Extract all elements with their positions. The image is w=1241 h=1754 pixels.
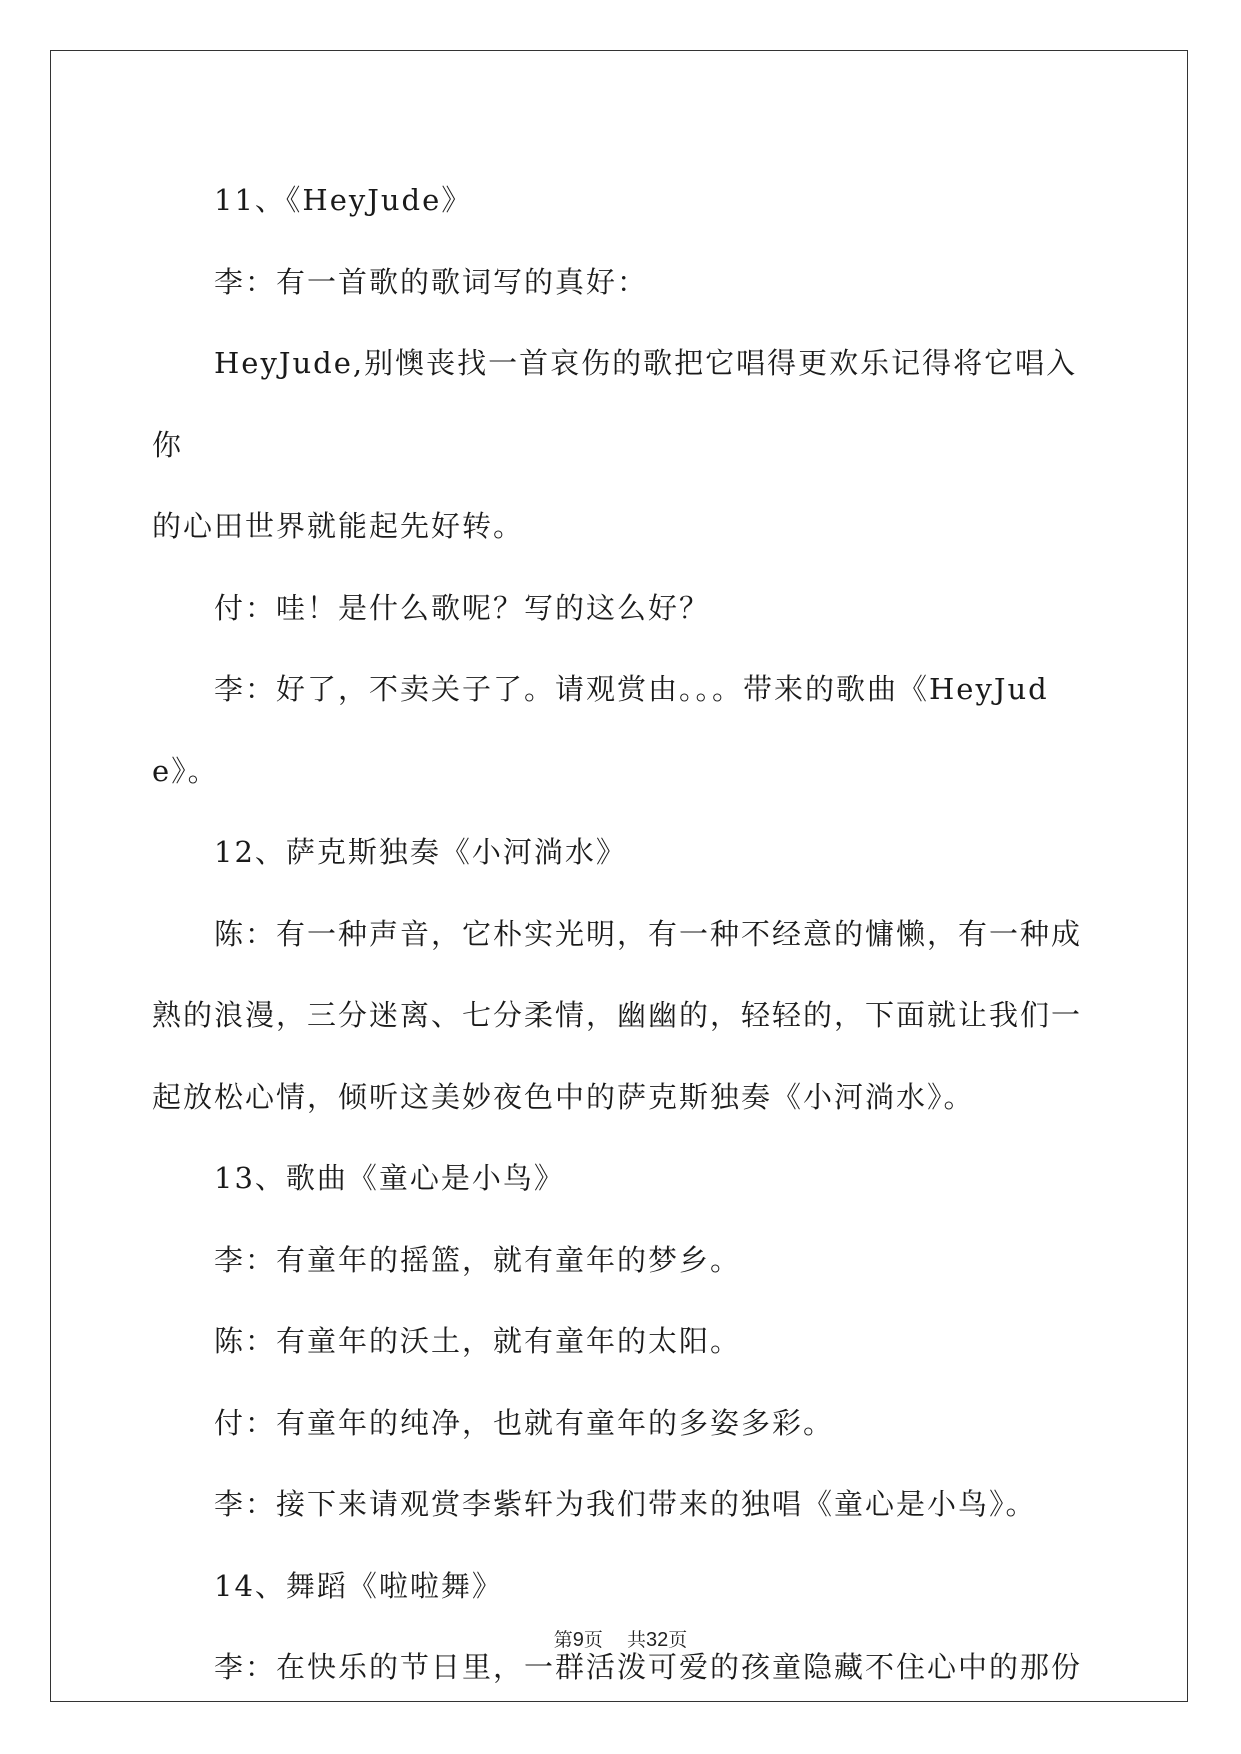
dialogue-line: 陈：有童年的沃土，就有童年的太阳。	[214, 1324, 742, 1358]
document-body	[152, 160, 1087, 1709]
dialogue-line-continued: 熟的浪漫，三分迷离、七分柔情，幽幽的，轻轻的，下面就让我们一	[152, 998, 1083, 1032]
section-heading-14: 14、舞蹈《啦啦舞》	[214, 1568, 503, 1603]
total-prefix: 共	[627, 1629, 647, 1651]
dialogue-line: 李：有童年的摇篮，就有童年的梦乡。	[214, 1242, 742, 1277]
dialogue-line: 李：接下来请观赏李紫轩为我们带来的独唱《童心是小鸟》。	[214, 1487, 1037, 1521]
section-heading-11: 11、《HeyJude》	[214, 183, 473, 217]
dialogue-line: 李：在快乐的节日里，一群活泼可爱的孩童隐藏不住心中的那份	[214, 1650, 1083, 1684]
total-pages: 32	[646, 1629, 669, 1651]
dialogue-line: 李：有一首歌的歌词写的真好：	[214, 264, 649, 299]
dialogue-line: 李：好了，不卖关子了。请观赏由。。。带来的歌曲《HeyJude》。	[152, 672, 1049, 788]
page-prefix: 第	[553, 1629, 573, 1651]
lyrics-paragraph: HeyJude,别懊丧找一首哀伤的歌把它唱得更欢乐记得将它唱入你	[152, 346, 1078, 462]
page-footer	[0, 1625, 1241, 1652]
section-heading-12: 12、萨克斯独奏《小河淌水》	[214, 835, 627, 869]
lyrics-paragraph-continued: 的心田世界就能起先好转。	[152, 509, 525, 543]
section-heading-13: 13、歌曲《童心是小鸟》	[214, 1161, 565, 1195]
page-number: 9	[572, 1629, 584, 1651]
total-suffix: 页	[668, 1629, 688, 1651]
dialogue-line: 付：有童年的纯净，也就有童年的多姿多彩。	[214, 1405, 835, 1440]
dialogue-line-continued: 起放松心情，倾听这美妙夜色中的萨克斯独奏《小河淌水》。	[152, 1079, 975, 1114]
dialogue-line: 付：哇！是什么歌呢？写的这么好？	[214, 590, 711, 625]
dialogue-line: 陈：有一种声音，它朴实光明，有一种不经意的慵懒，有一种成	[214, 916, 1083, 951]
page-suffix: 页	[583, 1629, 603, 1651]
